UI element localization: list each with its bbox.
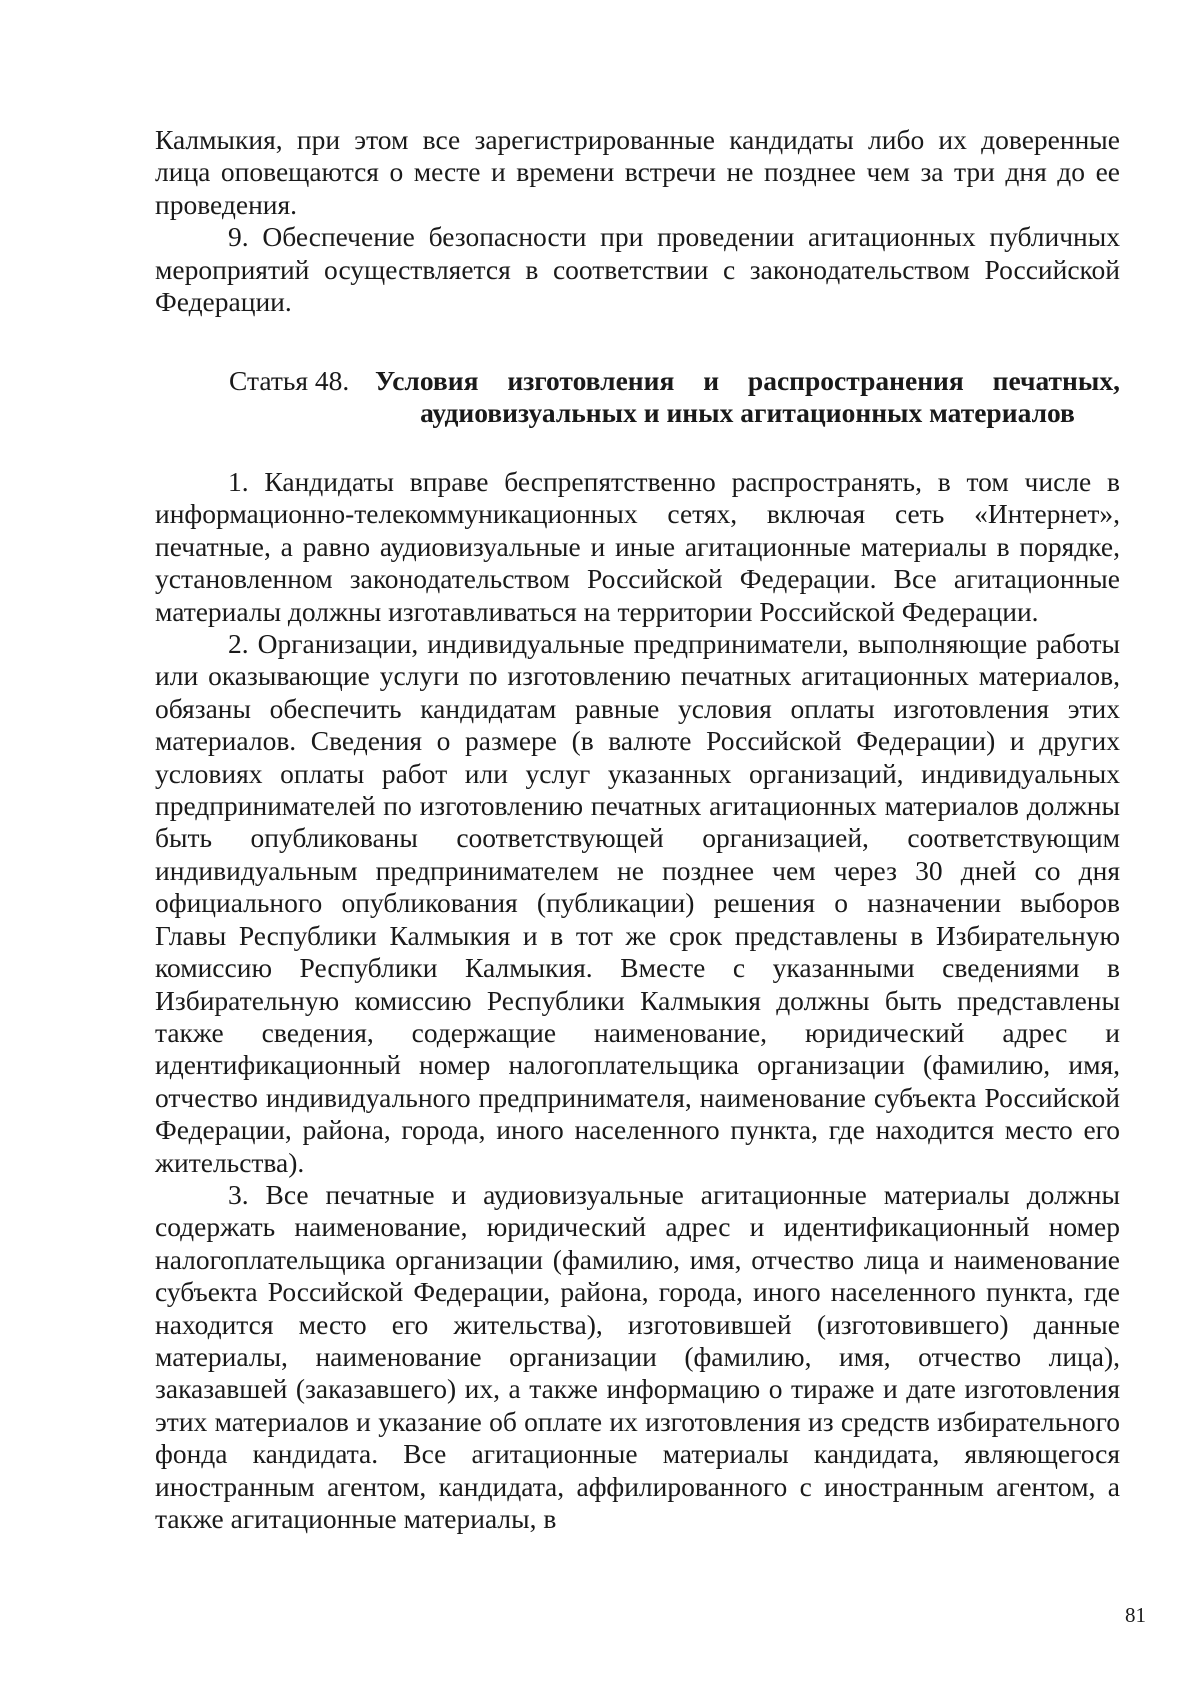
article-label: Статья 48. bbox=[229, 365, 350, 396]
article-paragraph-2: 2. Организации, индивидуальные предприниматели, выполняющие работы или оказывающие услуги по изготовлению печатных агитационных материалов, обязаны обеспечить кандидатам равные условия оплаты изготовления этих материалов. Сведения о размере (в валюте Российской Федерации) и других условиях оплаты работ или услуг указанных организаций, индивидуальных предпринимателей по изготовлению печатных агитационных материалов должны быть опубликованы соответствующей организацией, соответствующим индивидуальным предпринимателем не позднее чем через 30 дней со дня официального опубликования (публикации) решения о назначении выборов Главы Республики Калмыкия и в тот же срок представлены в Избирательную комиссию Республики Калмыкия. Вместе с указанными сведениями в Избирательную комиссию Республики Калмыкия должны быть представлены также сведения, содержащие наименование, юридический адрес и идентификационный номер налогоплательщика организации (фамилию, имя, отчество индивидуального предпринимателя, наименование субъекта Российской Федерации, района, города, иного населенного пункта, где находится место его жительства). bbox=[155, 628, 1120, 1178]
article-title: Условия изготовления и распространения печатных, аудиовизуальных и иных агитационных материалов bbox=[375, 365, 1120, 429]
item-9-paragraph: 9. Обеспечение безопасности при проведении агитационных публичных мероприятий осуществляется в соответствии с законодательством Российской Федерации. bbox=[155, 221, 1120, 318]
article-paragraph-1: 1. Кандидаты вправе беспрепятственно распространять, в том числе в информационно-телекоммуникационных сетях, включая сеть «Интернет», печатные, а равно аудиовизуальные и иные агитационные материалы в порядке, установленном законодательством Российской Федерации. Все агитационные материалы должны изготавливаться на территории Российской Федерации. bbox=[155, 466, 1120, 627]
continuation-block bbox=[155, 124, 1120, 318]
article-paragraph-3: 3. Все печатные и аудиовизуальные агитационные материалы должны содержать наименование, юридический адрес и идентификационный номер налогоплательщика организации (фамилию, имя, отчество лица и наименование субъекта Российской Федерации, района, города, иного населенного пункта, где находится место его жительства), изготовившей (изготовившего) данные материалы, наименование организации (фамилию, имя, отчество лица), заказавшей (заказавшего) их, а также информацию о тираже и дате изготовления этих материалов и указание об оплате их изготовления из средств избирательного фонда кандидата. Все агитационные материалы кандидата, являющегося иностранным агентом, кандидата, аффилированного с иностранным агентом, а также агитационные материалы, в bbox=[155, 1178, 1120, 1534]
article-body bbox=[155, 466, 1120, 1535]
article-heading bbox=[229, 365, 1120, 430]
page-number: 81 bbox=[1125, 1603, 1146, 1627]
intro-paragraph: Калмыкия, при этом все зарегистрированные кандидаты либо их доверенные лица оповещаются о месте и времени встречи не позднее чем за три дня до ее проведения. bbox=[155, 124, 1120, 220]
